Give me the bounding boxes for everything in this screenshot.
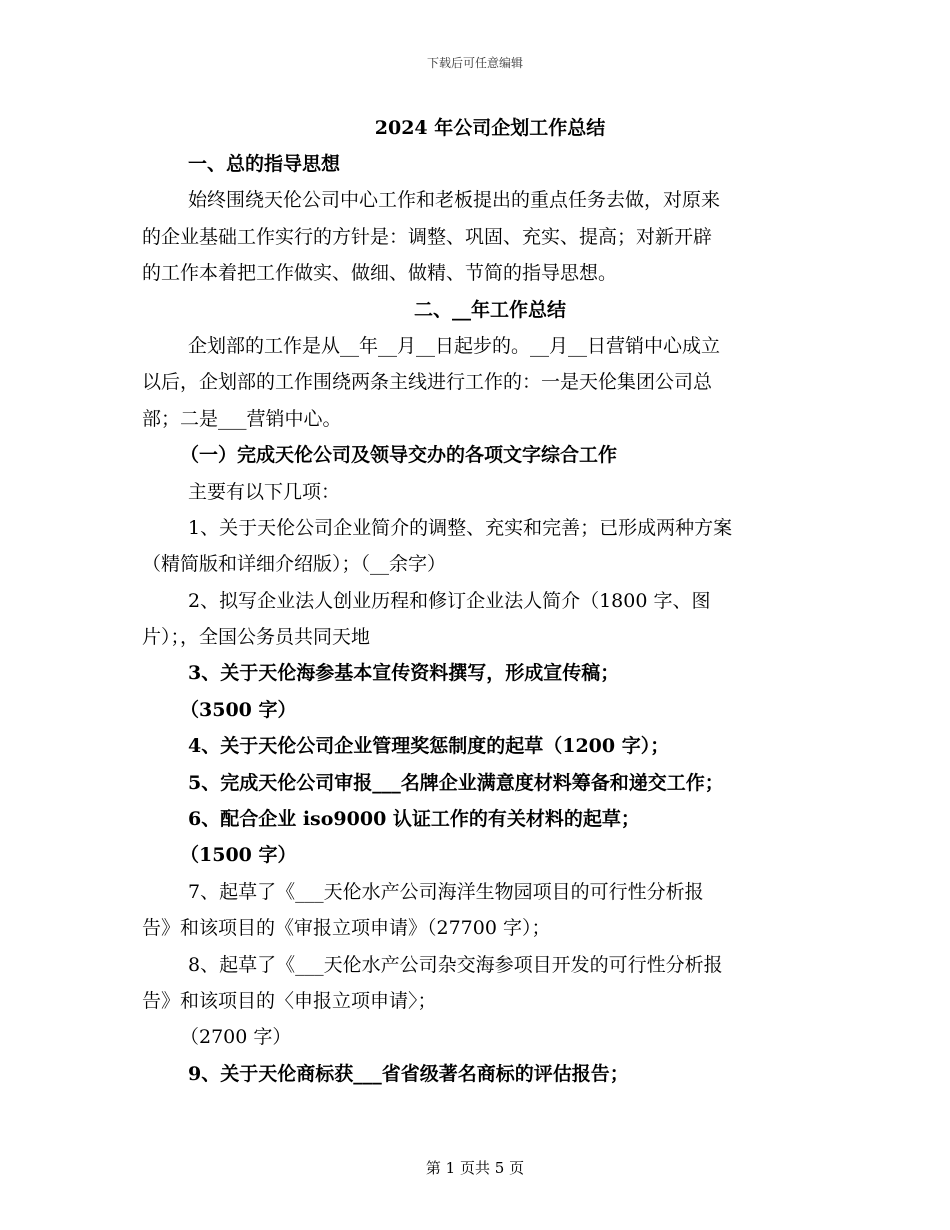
- subsection-heading-1: （一）完成天伦公司及领导交办的各项文字综合工作: [180, 444, 618, 467]
- paragraph-2-line-2: 以后，企划部的工作围绕两条主线进行工作的：一是天伦集团公司总: [142, 371, 713, 394]
- document-title: 2024 年公司企划工作总结: [374, 117, 606, 139]
- list-item-1-line-2: （精简版和详细介绍版）；（__余字）: [142, 553, 447, 576]
- list-item-4: 4、关于天伦公司企业管理奖惩制度的起草（1200 字）；: [188, 735, 670, 758]
- section-heading-2: 二、__年工作总结: [413, 298, 566, 321]
- document-body: [142, 110, 808, 1092]
- paragraph-2-line-3: 部；二是___营销中心。: [142, 407, 342, 430]
- list-item-3-line-1: 3、关于天伦海参基本宣传资料撰写，形成宣传稿；: [188, 662, 620, 685]
- paragraph-1-line-2: 的企业基础工作实行的方针是：调整、巩固、充实、提高；对新开辟: [142, 225, 713, 248]
- list-item-2-line-2: 片）；，全国公务员共同天地: [142, 626, 371, 649]
- list-item-9: 9、关于天伦商标获___省省级著名商标的评估报告；: [188, 1062, 629, 1085]
- list-item-5: 5、完成天伦公司审报___名牌企业满意度材料筹备和递交工作；: [188, 771, 724, 794]
- paragraph-2-line-1: 企划部的工作是从__年__月__日起步的。__月__日营销中心成立: [188, 334, 721, 357]
- list-item-1-line-1: 1、关于天伦公司企业简介的调整、充实和完善；已形成两种方案: [188, 516, 733, 539]
- list-item-8-line-2: 告》和该项目的〈申报立项申请〉；: [142, 989, 437, 1012]
- list-item-7-line-2: 告》和该项目的《审报立项申请》（27700 字）；: [142, 917, 551, 940]
- list-item-8-line-1: 8、起草了《___天伦水产公司杂交海参项目开发的可行性分析报: [188, 953, 723, 976]
- list-item-3-line-2: （3500 字）: [180, 698, 297, 721]
- list-item-7-line-1: 7、起草了《___天伦水产公司海洋生物园项目的可行性分析报: [188, 880, 704, 903]
- section-heading-1: 一、总的指导思想: [188, 153, 341, 175]
- list-intro: 主要有以下几项：: [188, 480, 341, 503]
- list-item-6-line-1: 6、配合企业 iso9000 认证工作的有关材料的起草；: [188, 808, 640, 831]
- page-number-footer: 第 1 页共 5 页: [425, 1159, 525, 1177]
- list-item-2-line-1: 2、拟写企业法人创业历程和修订企业法人简介（1800 字、图: [188, 589, 711, 612]
- paragraph-1-line-3: 的工作本着把工作做实、做细、做精、节简的指导思想。: [142, 262, 618, 285]
- list-item-8-line-3: （2700 字）: [180, 1026, 292, 1049]
- list-item-6-line-2: （1500 字）: [180, 844, 297, 867]
- header-note: 下载后可任意编辑: [426, 56, 523, 70]
- paragraph-1-line-1: 始终围绕天伦公司中心工作和老板提出的重点任务去做，对原来: [188, 189, 721, 212]
